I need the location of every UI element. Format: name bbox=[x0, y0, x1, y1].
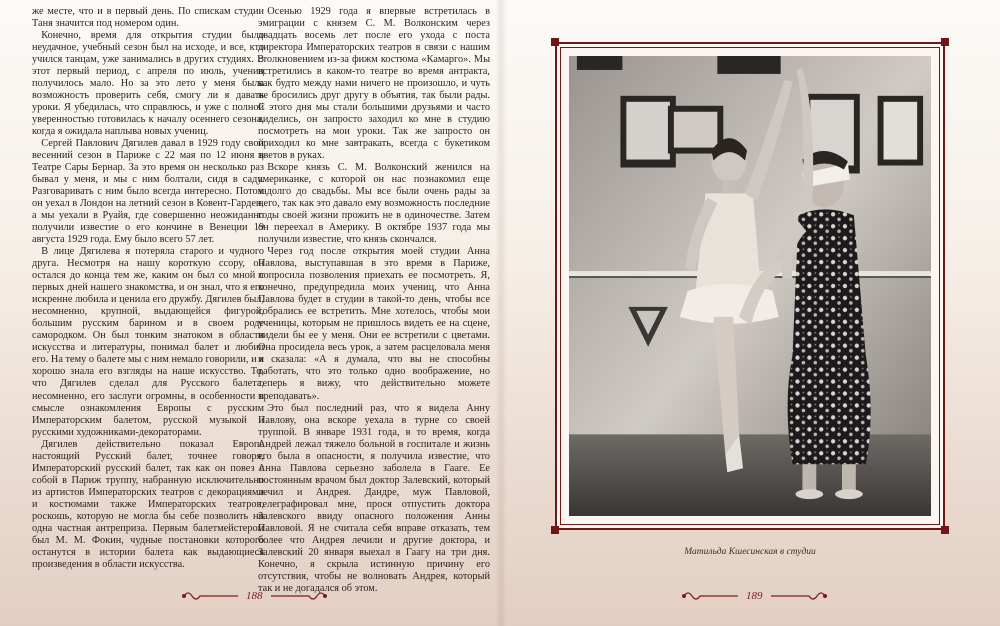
paragraph: Через год после открытия моей студии Анна Павлова, выступавшая в это время в Париже, попросила позволения приехать ее посмотреть. Я, конечно, предупредила моих учениц, что Анна Павлова будет в студии в такой-то день, чтобы все собрались ее встретить. Мне хотелось, чтобы мои ученицы, которым не пришлось видеть ее на сцене, видели бы ее у меня. Они ее встретили с цветами. Она просидела весь урок, а затем расцеловала меня и сказала: «А я думала, что вы не способны работать, что это только одно воображение, но теперь я вижу, что действительно можете преподавать». bbox=[258, 246, 490, 402]
frame-corner-ornament bbox=[551, 38, 559, 46]
left-page-text-column bbox=[32, 6, 264, 571]
photo-caption: Матильда Кшесинская в студии bbox=[684, 547, 816, 557]
paragraph: Вскоре князь С. М. Волконский женился на американке, с которой он нас познакомил еще задолго до свадьбы. Мы все были очень рады за него, так как это давало ему возможность последние годы своей жизни прожить не в одиночестве. Затем он переехал в Америку. В октябре 1937 года мы получили известие, что князь скончался. bbox=[258, 162, 490, 246]
paragraph: Конечно, время для открытия студии было неудачное, учебный сезон был на исходе, и все, кто учился танцам, уже занимались в других студиях. В этот первый период, с апреля по июль, учениц получилось мало. Но за это лето у меня была возможность проверить себя, смогу ли я давать уроки. Я убедилась, что справлюсь, и уже с полной уверенностью готовилась к началу осеннего сезона, когда я ожидала наплыва новых учениц. bbox=[32, 30, 264, 138]
ornament-icon bbox=[680, 590, 740, 602]
frame-corner-ornament bbox=[941, 526, 949, 534]
paragraph: Это был последний раз, что я видела Анну Павлову, она вскоре уехала в турне со своей труппой. В январе 1931 года, в то время, когда Андрей лежал тяжело больной в госпитале и жизнь его была в опасности, я получила известие, что Анна Павлова серьезно заболела в Гааге. Ее постоянным врачом был доктор Залевский, который лечил и Андрея. Дандре, муж Павловой, телеграфировал мне, прося отпустить доктора Залевского ввиду опасного положения Анны Павловой. Я не считала себя вправе отказать, тем более что Андрея лечили и другие доктора, и Залевский 20 января выехал в Гаагу на три дня. Конечно, я скрыла истинную причину его отсутствия, чтобы не волновать Андрея, который так и не догадался об этом. bbox=[258, 402, 490, 594]
page-gutter bbox=[495, 0, 507, 626]
ballet-studio-photo bbox=[569, 56, 931, 516]
photo-frame-inner bbox=[560, 47, 940, 525]
frame-corner-ornament bbox=[941, 38, 949, 46]
paragraph: Дягилев действительно показал Европе настоящий Русский балет, точнее говоря, Императорский русский балет, так как он повез с собой в Париж труппу, набранную исключительно из артистов Императорских театров с декорациями и костюмами также Императорских театров, роскошь, которую не могла бы себе позволить ни одна частная антреприза. Первым балетмейстером был М. М. Фокин, чудные постановки которого останутся в истории балета как выдающиеся произведения в области искусства. bbox=[32, 438, 264, 570]
ornament-icon bbox=[180, 590, 240, 602]
page-number: 189 bbox=[746, 590, 763, 602]
paragraph: В лице Дягилева я потеряла старого и чудного друга. Несмотря на нашу короткую ссору, он остался до конца тем же, каким он был со мной с первых дней нашего знакомства, и он знал, что я его искренне любила и ценила его дружбу. Дягилев был, несомненно, крупной, выдающейся фигурой, большим русским барином и в своем роде самородком. Он был тонким знатоком в области искусства и литературы, понимал балет и любил его. На тему о балете мы с ним немало говорили, и я хорошо знала его взгляды на наше искусство. То, что Дягилев сделал для Русского балета, несомненно, его заслуги огромны, в особенности в смысле ознакомления Европы с русским Императорским балетом, русской музыкой и русскими художниками-декораторами. bbox=[32, 246, 264, 438]
page-number: 188 bbox=[246, 590, 263, 602]
ornament-icon bbox=[769, 590, 829, 602]
page-footer-left bbox=[180, 588, 330, 604]
frame-corner-ornament bbox=[551, 526, 559, 534]
paragraph: Осенью 1929 года я впервые встретилась в эмиграции с князем С. М. Волконским через двадцать восемь лет после его ухода с поста директора Императорских театров в связи с нашим столкновением из-за фижм костюма «Камарго». Мы встретились в каком-то театре во время антракта, как будто между нами ничего не произошло, и чуть не бросились друг другу в объятия, так были рады. С этого дня мы стали большими друзьями и часто виделись, он запросто заходил ко мне в студию посмотреть на мои уроки. Так же запросто он приходил ко мне завтракать, всегда с букетиком цветов в руках. bbox=[258, 6, 490, 162]
paragraph: Сергей Павлович Дягилев давал в 1929 году свой весенний сезон в Париже с 22 мая по 12 июня в Театре Сары Бернар. За это время он несколько раз бывал у меня, и мы с ним болтали, сидя в саду. Разговаривать с ним было всегда интересно. Потом он уехал в Лондон на летний сезон в Ковент-Гарден, а мы уехали в Руайя, где совершенно неожиданно получили известие о его кончине в Венеции 19 августа 1929 года. Ему было всего 57 лет. bbox=[32, 138, 264, 246]
right-page-text-column bbox=[258, 6, 490, 595]
photo-frame bbox=[555, 42, 945, 530]
paragraph: же месте, что и в первый день. По спискам студии Таня значится под номером один. bbox=[32, 6, 264, 30]
ornament-icon bbox=[269, 590, 329, 602]
page-footer-right bbox=[680, 588, 830, 604]
